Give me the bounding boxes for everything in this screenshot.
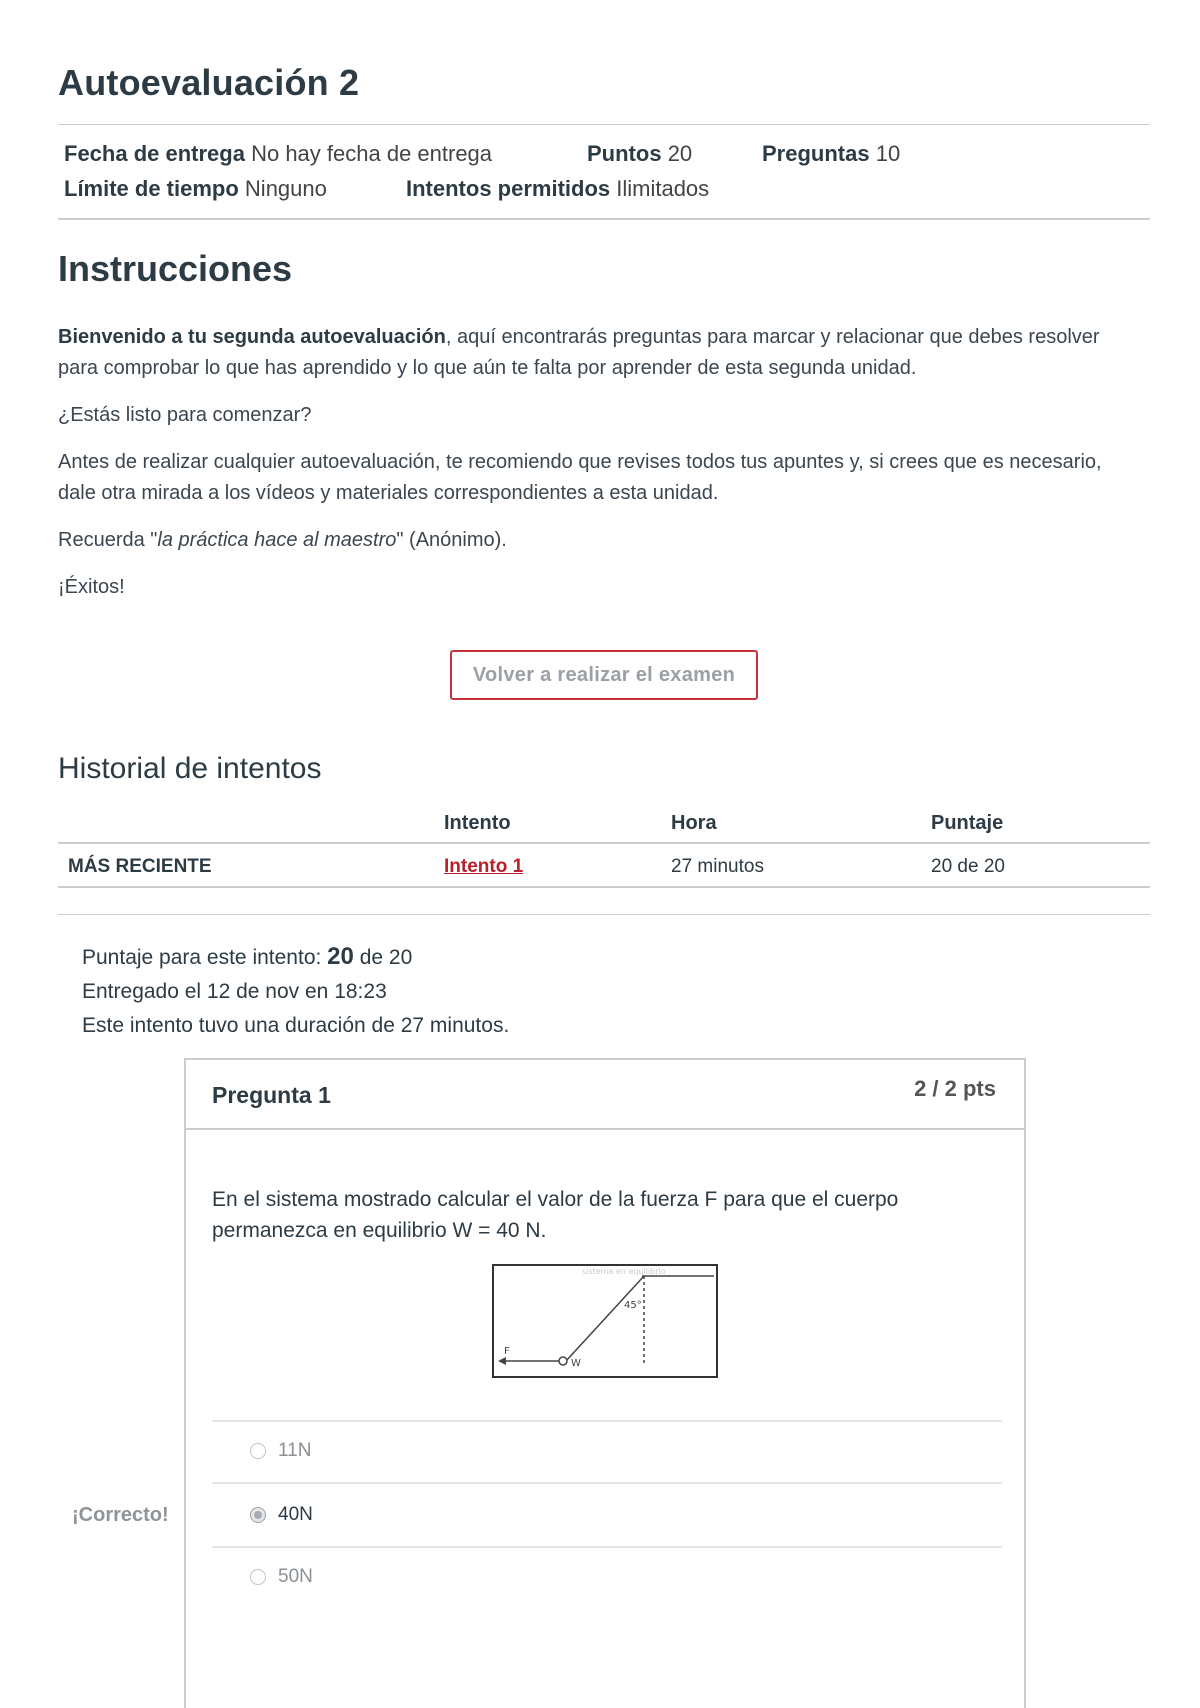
- diagram-watermark: sistema en equilibrio: [582, 1267, 666, 1276]
- attempt-history-heading: Historial de intentos: [58, 752, 322, 785]
- instructions-paragraph-2: ¿Estás listo para comenzar?: [58, 404, 312, 426]
- quiz-meta-row-1: [64, 141, 492, 167]
- time-limit-label: Límite de tiempo: [64, 176, 239, 201]
- answer-divider: [212, 1482, 1002, 1484]
- points-value: 20: [667, 141, 693, 166]
- answer-divider: [212, 1420, 1002, 1422]
- instructions-welcome-rest: , aquí encontrarás preguntas para marcar y relacionar que debes resolver para comprobar lo que has aprendido y lo que aún te falta por aprender de esta segunda unidad.: [58, 326, 1100, 379]
- table-bottom-divider: [58, 886, 1150, 888]
- instructions-paragraph-4: [58, 525, 1118, 556]
- weight-label: W: [571, 1358, 581, 1369]
- retake-quiz-button[interactable]: Volver a realizar el examen: [450, 650, 758, 700]
- radio-icon[interactable]: [250, 1569, 266, 1585]
- attempts-value: Ilimitados: [616, 176, 710, 201]
- time-limit-value: Ninguno: [244, 176, 327, 201]
- column-header-time: Hora: [671, 812, 717, 834]
- question-card: [184, 1058, 1026, 1708]
- attempt-summary: [82, 940, 509, 1043]
- score-cell: 20 de 20: [931, 856, 1005, 877]
- instructions-paragraph-1: [58, 322, 1118, 384]
- table-header-divider: [58, 842, 1150, 844]
- quote-suffix: " (Anónimo).: [396, 529, 507, 551]
- correct-answer-label: ¡Correcto!: [72, 1504, 169, 1526]
- answer-label: 40N: [278, 1504, 313, 1525]
- answer-label: 50N: [278, 1566, 313, 1587]
- questions-label: Preguntas: [762, 141, 870, 166]
- question-text: En el sistema mostrado calcular el valor de la fuerza F para que el cuerpo permanezca en equilibrio W = 40 N.: [212, 1188, 899, 1242]
- time-cell: 27 minutos: [671, 856, 764, 877]
- attempt-score-line: [82, 940, 509, 975]
- points-label: Puntos: [587, 141, 662, 166]
- submitted-line: Entregado el 12 de nov en 18:23: [82, 980, 387, 1003]
- question-header: [186, 1060, 1024, 1130]
- attempt-cell: [444, 856, 523, 878]
- radio-icon[interactable]: [250, 1443, 266, 1459]
- instructions-paragraph-5: ¡Éxitos!: [58, 576, 125, 598]
- instructions-welcome: Bienvenido a tu segunda autoevaluación: [58, 326, 446, 348]
- due-label: Fecha de entrega: [64, 141, 245, 166]
- column-header-attempt: Intento: [444, 812, 511, 834]
- answer-divider: [212, 1546, 1002, 1548]
- duration-line: Este intento tuvo una duración de 27 minutos.: [82, 1014, 510, 1037]
- body-circle: [559, 1357, 567, 1365]
- questions-value: 10: [875, 141, 901, 166]
- row-label-most-recent: MÁS RECIENTE: [68, 856, 212, 877]
- score-suffix: de 20: [353, 946, 413, 969]
- force-arrow-head: [498, 1357, 506, 1365]
- score-value: 20: [327, 943, 354, 970]
- answer-option-selected[interactable]: [250, 1504, 313, 1526]
- points-meta: [587, 141, 692, 167]
- divider: [58, 218, 1150, 220]
- rope-line: [566, 1276, 644, 1361]
- equilibrium-diagram: [492, 1264, 718, 1378]
- divider: [58, 124, 1150, 125]
- angle-label: 45°: [624, 1300, 642, 1311]
- divider: [58, 914, 1150, 915]
- question-title: Pregunta 1: [212, 1082, 331, 1108]
- quiz-title: Autoevaluación 2: [58, 62, 360, 103]
- due-value: No hay fecha de entrega: [251, 141, 493, 166]
- answer-option[interactable]: [250, 1440, 311, 1462]
- column-header-score: Puntaje: [931, 812, 1004, 834]
- quote-prefix: Recuerda ": [58, 529, 158, 551]
- radio-selected-icon[interactable]: [250, 1507, 266, 1523]
- attempt-1-link[interactable]: Intento 1: [444, 856, 524, 877]
- questions-meta: [762, 141, 900, 167]
- instructions-heading: Instrucciones: [58, 248, 293, 289]
- attempts-meta: [406, 176, 709, 202]
- quote-text: la práctica hace al maestro: [157, 529, 397, 551]
- question-points: 2 / 2 pts: [914, 1076, 996, 1101]
- equilibrium-diagram-svg: [494, 1266, 716, 1376]
- quiz-meta-row-2: [64, 176, 327, 202]
- answer-option[interactable]: [250, 1566, 313, 1588]
- force-label: F: [504, 1346, 510, 1357]
- answer-label: 11N: [278, 1440, 312, 1461]
- attempts-label: Intentos permitidos: [406, 176, 611, 201]
- instructions-paragraph-3: Antes de realizar cualquier autoevaluación, te recomiendo que revises todos tus apuntes y, si crees que es necesario, dale otra mirada a los vídeos y materiales correspondientes a esta unidad.: [58, 451, 1102, 504]
- score-prefix: Puntaje para este intento:: [82, 946, 328, 969]
